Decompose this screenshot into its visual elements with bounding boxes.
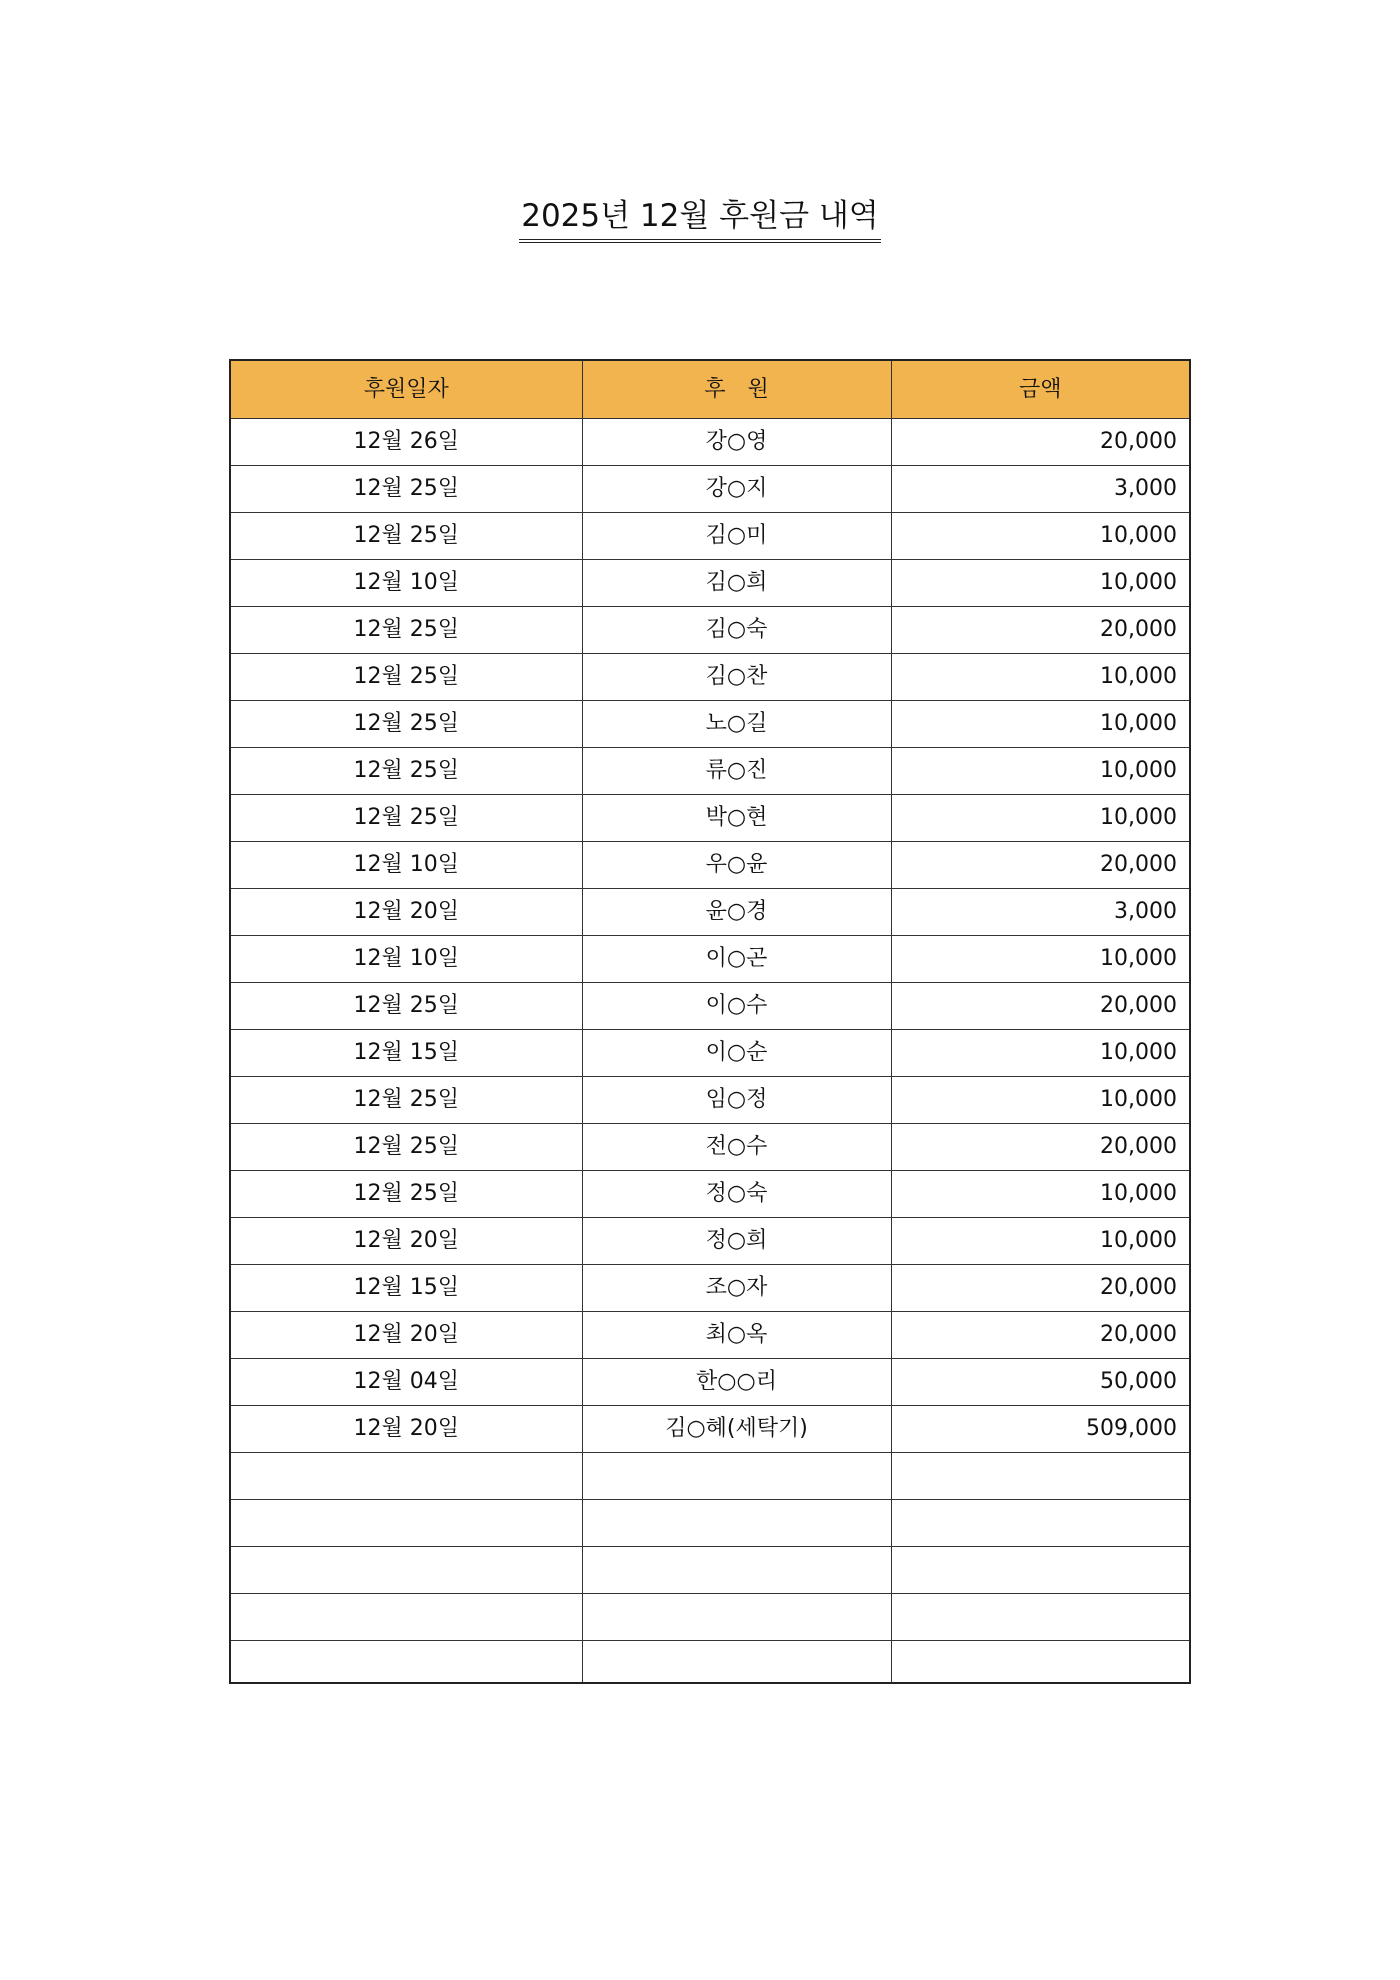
empty-amount-cell: [891, 1641, 1190, 1684]
date-cell: 12월 20일: [230, 1218, 582, 1265]
date-cell: 12월 10일: [230, 842, 582, 889]
donor-cell: 김○찬: [582, 654, 891, 701]
donor-cell: 김○숙: [582, 607, 891, 654]
date-cell: 12월 25일: [230, 654, 582, 701]
table-row: [230, 1218, 1190, 1265]
amount-cell: 20,000: [891, 419, 1190, 466]
table-row: [230, 466, 1190, 513]
table-row: [230, 936, 1190, 983]
amount-cell: 509,000: [891, 1406, 1190, 1453]
empty-amount-cell: [891, 1453, 1190, 1500]
empty-amount-cell: [891, 1500, 1190, 1547]
donor-cell: 임○정: [582, 1077, 891, 1124]
table-body: [230, 419, 1190, 1684]
table-row: [230, 983, 1190, 1030]
donor-cell: 류○진: [582, 748, 891, 795]
amount-cell: 10,000: [891, 1077, 1190, 1124]
empty-amount-cell: [891, 1547, 1190, 1594]
amount-cell: 10,000: [891, 1218, 1190, 1265]
table-row: [230, 1359, 1190, 1406]
empty-table-row: [230, 1500, 1190, 1547]
donor-cell: 최○옥: [582, 1312, 891, 1359]
donor-cell: 김○혜(세탁기): [582, 1406, 891, 1453]
date-cell: 12월 26일: [230, 419, 582, 466]
amount-cell: 3,000: [891, 466, 1190, 513]
amount-cell: 10,000: [891, 1030, 1190, 1077]
empty-donor-cell: [582, 1547, 891, 1594]
donor-cell: 김○미: [582, 513, 891, 560]
donor-cell: 윤○경: [582, 889, 891, 936]
donor-cell: 정○숙: [582, 1171, 891, 1218]
table-row: [230, 842, 1190, 889]
empty-date-cell: [230, 1500, 582, 1547]
date-cell: 12월 25일: [230, 1124, 582, 1171]
donor-cell: 이○순: [582, 1030, 891, 1077]
table-row: [230, 1030, 1190, 1077]
date-cell: 12월 10일: [230, 936, 582, 983]
table-row: [230, 1265, 1190, 1312]
donor-cell: 강○영: [582, 419, 891, 466]
empty-amount-cell: [891, 1594, 1190, 1641]
amount-cell: 20,000: [891, 983, 1190, 1030]
table-row: [230, 795, 1190, 842]
amount-cell: 10,000: [891, 654, 1190, 701]
date-cell: 12월 20일: [230, 1312, 582, 1359]
page-title-text: 2025년 12월 후원금 내역: [519, 198, 881, 243]
date-cell: 12월 25일: [230, 701, 582, 748]
donor-cell: 이○수: [582, 983, 891, 1030]
table-row: [230, 419, 1190, 466]
empty-date-cell: [230, 1594, 582, 1641]
amount-cell: 20,000: [891, 1124, 1190, 1171]
table-row: [230, 889, 1190, 936]
table-row: [230, 1312, 1190, 1359]
amount-cell: 10,000: [891, 936, 1190, 983]
donor-cell: 이○곤: [582, 936, 891, 983]
amount-cell: 20,000: [891, 842, 1190, 889]
amount-cell: 3,000: [891, 889, 1190, 936]
amount-cell: 20,000: [891, 1265, 1190, 1312]
empty-donor-cell: [582, 1594, 891, 1641]
page-title: [0, 198, 1400, 243]
donor-cell: 강○지: [582, 466, 891, 513]
empty-table-row: [230, 1641, 1190, 1684]
amount-cell: 10,000: [891, 701, 1190, 748]
header-donor: 후 원: [582, 360, 891, 419]
amount-cell: 10,000: [891, 1171, 1190, 1218]
donor-cell: 박○현: [582, 795, 891, 842]
empty-table-row: [230, 1594, 1190, 1641]
table-row: [230, 560, 1190, 607]
date-cell: 12월 25일: [230, 1171, 582, 1218]
empty-donor-cell: [582, 1500, 891, 1547]
table-row: [230, 748, 1190, 795]
amount-cell: 20,000: [891, 1312, 1190, 1359]
header-date: 후원일자: [230, 360, 582, 419]
table-row: [230, 1124, 1190, 1171]
donor-cell: 김○희: [582, 560, 891, 607]
empty-date-cell: [230, 1547, 582, 1594]
amount-cell: 50,000: [891, 1359, 1190, 1406]
date-cell: 12월 10일: [230, 560, 582, 607]
donor-cell: 한○○리: [582, 1359, 891, 1406]
amount-cell: 20,000: [891, 607, 1190, 654]
amount-cell: 10,000: [891, 748, 1190, 795]
table-row: [230, 1171, 1190, 1218]
date-cell: 12월 15일: [230, 1030, 582, 1077]
empty-table-row: [230, 1453, 1190, 1500]
table-row: [230, 701, 1190, 748]
donor-cell: 우○윤: [582, 842, 891, 889]
donor-cell: 조○자: [582, 1265, 891, 1312]
table-row: [230, 607, 1190, 654]
table-row: [230, 1077, 1190, 1124]
date-cell: 12월 15일: [230, 1265, 582, 1312]
date-cell: 12월 25일: [230, 513, 582, 560]
amount-cell: 10,000: [891, 560, 1190, 607]
date-cell: 12월 25일: [230, 983, 582, 1030]
donation-table: [229, 359, 1191, 1684]
date-cell: 12월 25일: [230, 1077, 582, 1124]
date-cell: 12월 25일: [230, 748, 582, 795]
date-cell: 12월 20일: [230, 1406, 582, 1453]
empty-donor-cell: [582, 1641, 891, 1684]
empty-date-cell: [230, 1641, 582, 1684]
table-row: [230, 1406, 1190, 1453]
empty-table-row: [230, 1547, 1190, 1594]
date-cell: 12월 25일: [230, 466, 582, 513]
table-row: [230, 654, 1190, 701]
amount-cell: 10,000: [891, 513, 1190, 560]
table-row: [230, 513, 1190, 560]
header-amount: 금액: [891, 360, 1190, 419]
empty-donor-cell: [582, 1453, 891, 1500]
donor-cell: 전○수: [582, 1124, 891, 1171]
amount-cell: 10,000: [891, 795, 1190, 842]
date-cell: 12월 25일: [230, 607, 582, 654]
date-cell: 12월 20일: [230, 889, 582, 936]
date-cell: 12월 04일: [230, 1359, 582, 1406]
donor-cell: 정○희: [582, 1218, 891, 1265]
table-header-row: [230, 360, 1190, 419]
donor-cell: 노○길: [582, 701, 891, 748]
empty-date-cell: [230, 1453, 582, 1500]
date-cell: 12월 25일: [230, 795, 582, 842]
